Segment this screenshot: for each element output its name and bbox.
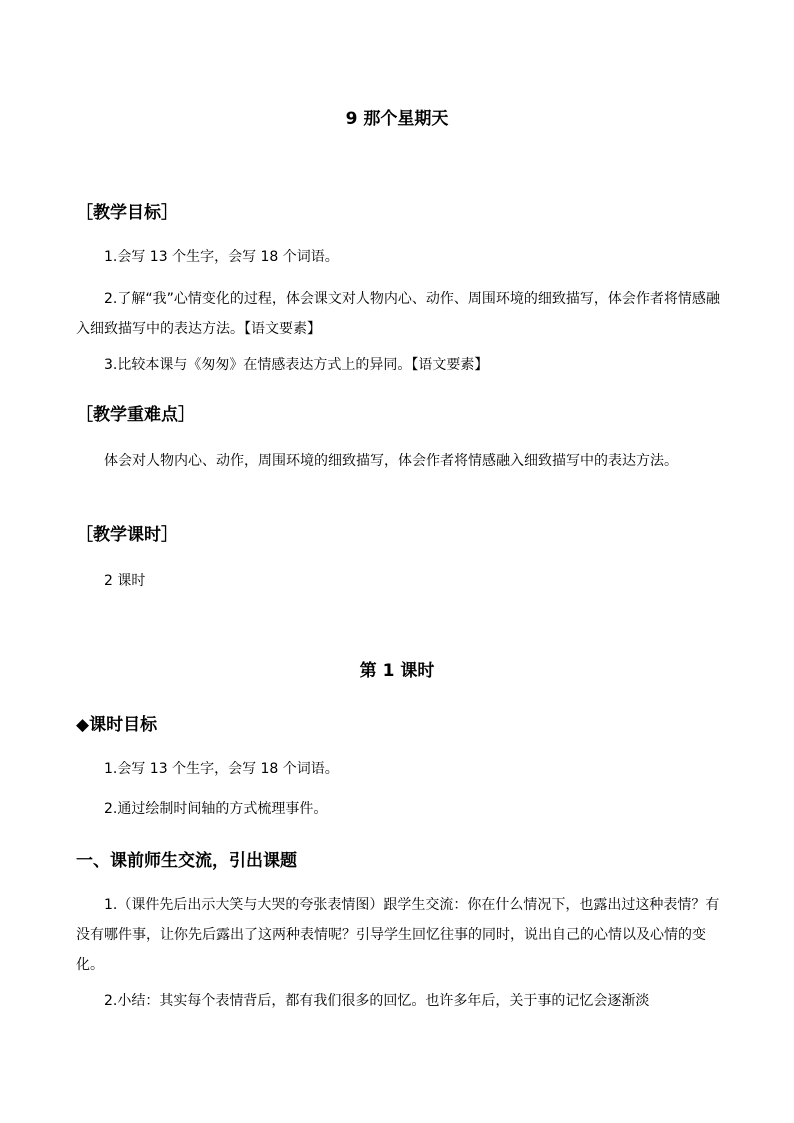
goal-item-2: 2.了解“我”心情变化的过程，体会课文对人物内心、动作、周围环境的细致描写，体会作者将情感融入细致描写中的表达方法。【语文要素】 [76,291,720,337]
teaching-goals-heading: ［教学目标］ [76,203,178,223]
key-points-text: 体会对人物内心、动作，周围环境的细致描写，体会作者将情感融入细致描写中的表达方法。 [104,453,678,469]
part1-paragraph-1: 1.（课件先后出示大笑与大哭的夸张表情图）跟学生交流：你在什么情况下，也露出过这种表情？有没有哪件事，让你先后露出了这两种表情呢？引导学生回忆往事的同时，说出自己的心情以及心情的变化。 [76,897,720,973]
goal-item-1: 1.会写 13 个生字，会写 18 个词语。 [104,249,339,265]
lesson1-objective-1: 1.会写 13 个生字，会写 18 个词语。 [104,761,339,777]
class-hours-heading: ［教学课时］ [76,525,178,545]
lesson1-title: 第 1 课时 [359,661,435,681]
lesson1-objectives-heading: ◆课时目标 [76,715,158,735]
part1-heading: 一、课前师生交流，引出课题 [76,851,297,871]
key-points-heading: ［教学重难点］ [76,405,195,425]
part1-paragraph-2: 2.小结：其实每个表情背后，都有我们很多的回忆。也许多年后，关于事的记忆会逐渐淡 [104,993,650,1009]
class-hours-text: 2 课时 [104,573,146,589]
document-title: 9 那个星期天 [345,109,449,129]
goal-item-3: 3.比较本课与《匆匆》在情感表达方式上的异同。【语文要素】 [104,357,489,373]
lesson1-objective-2: 2.通过绘制时间轴的方式梳理事件。 [104,801,328,817]
